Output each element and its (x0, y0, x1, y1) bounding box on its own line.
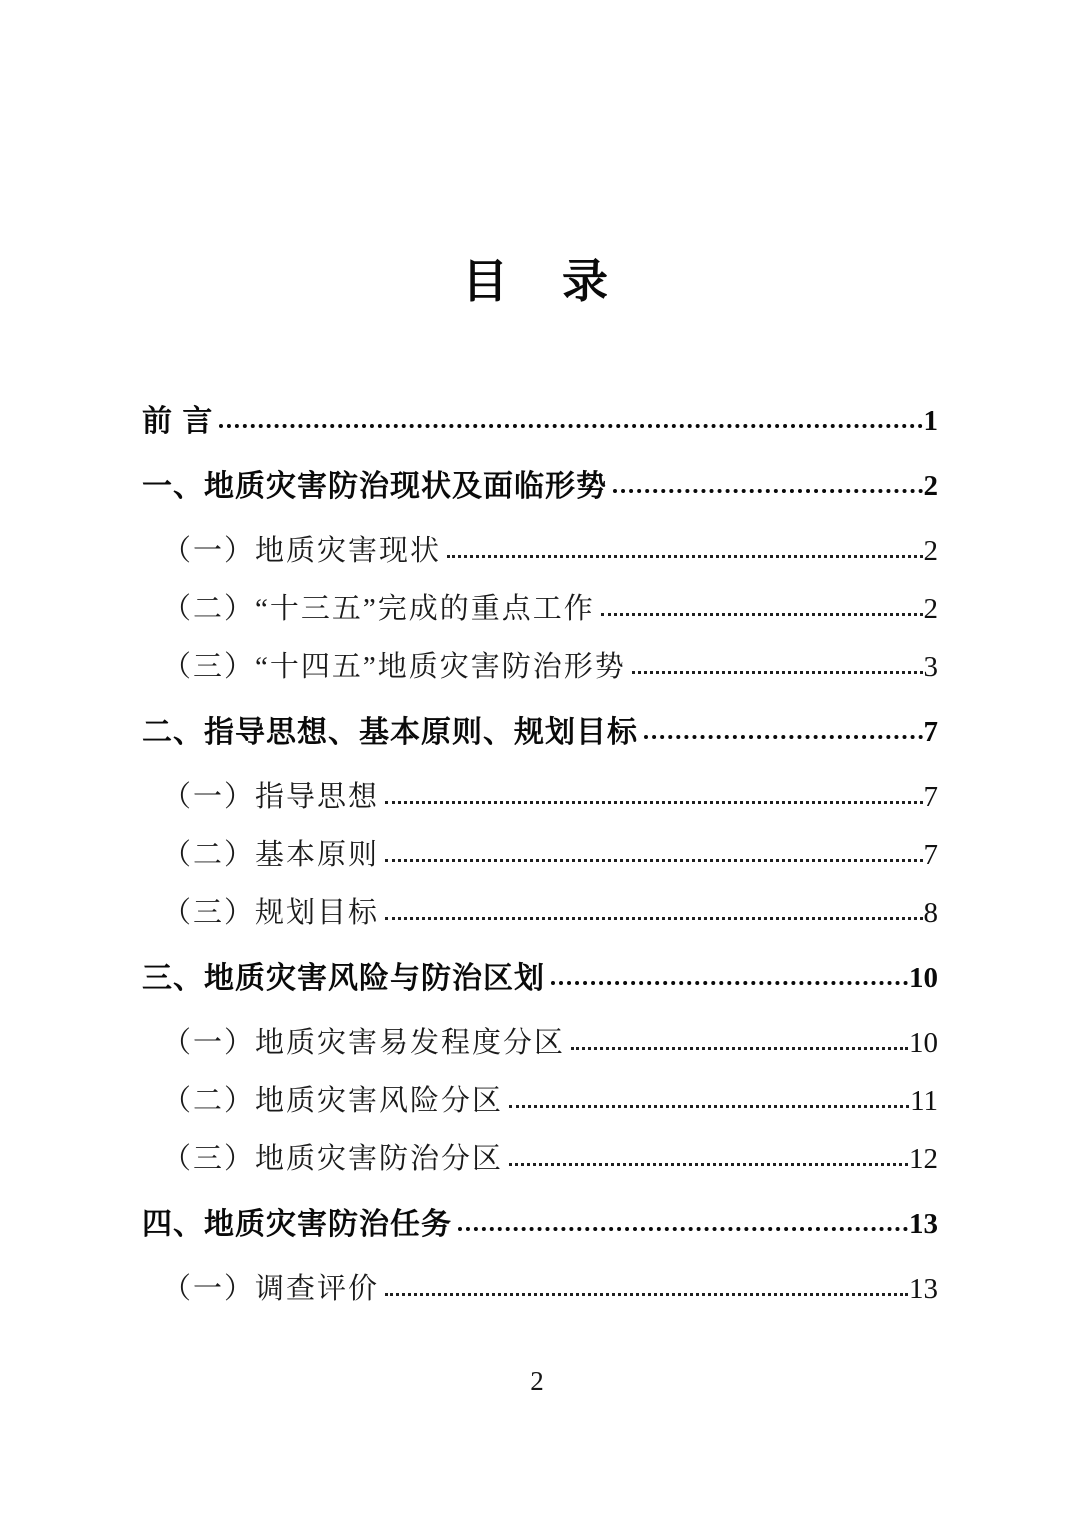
toc-entry (142, 1127, 938, 1185)
dot-leader (385, 801, 922, 804)
toc-entry-page-number: 7 (923, 780, 938, 813)
toc-entry-page-number: 1 (923, 404, 938, 437)
toc-entry-page-number: 7 (923, 838, 938, 871)
toc-entry-label: （三）规划目标 (162, 896, 380, 929)
dot-leader (385, 917, 922, 920)
dot-leader (613, 489, 923, 493)
toc-entry-page-number: 7 (923, 715, 938, 748)
toc-entry-page-number: 2 (923, 534, 938, 567)
page-title: 目 录 (462, 256, 612, 307)
toc-entry (142, 700, 938, 758)
dot-leader (385, 859, 922, 862)
toc-entry (142, 1257, 938, 1315)
toc-entry (142, 389, 938, 447)
toc-entry (142, 823, 938, 881)
dot-leader (601, 613, 923, 616)
dot-leader (632, 671, 923, 674)
toc-entry-label: （三）地质灾害防治分区 (162, 1142, 504, 1175)
toc-entry (142, 635, 938, 693)
toc-entry-page-number: 2 (923, 592, 938, 625)
dot-leader (458, 1227, 908, 1231)
toc-entry-label: （一）指导思想 (162, 780, 380, 813)
toc-entry-label: 前 言 (142, 405, 214, 438)
toc-entry-label: （三）“十四五”地质灾害防治形势 (162, 650, 626, 683)
toc-entry (142, 454, 938, 512)
dot-leader (219, 424, 922, 428)
toc-entry-label: （一）地质灾害现状 (162, 534, 442, 567)
toc-entry (142, 1192, 938, 1250)
toc-entry-label: （二）“十三五”完成的重点工作 (162, 592, 595, 625)
toc-entry-page-number: 2 (923, 469, 938, 502)
toc-entry-label: 二、指导思想、基本原则、规划目标 (142, 716, 638, 749)
dot-leader (447, 555, 922, 558)
toc-entry-page-number: 13 (909, 1207, 938, 1240)
toc-entry (142, 577, 938, 635)
toc-entry-label: （一）调查评价 (162, 1272, 380, 1305)
toc-entry-page-number: 11 (910, 1084, 938, 1117)
toc-entry (142, 519, 938, 577)
toc-entry (142, 946, 938, 1004)
toc-entry-page-number: 10 (909, 961, 938, 994)
toc-entry-label: 三、地质灾害风险与防治区划 (142, 962, 545, 995)
dot-leader (385, 1293, 908, 1296)
dot-leader (509, 1163, 908, 1166)
toc-entry-label: 一、地质灾害防治现状及面临形势 (142, 470, 607, 503)
toc-entry-page-number: 12 (909, 1142, 938, 1175)
page-number: 2 (530, 1366, 544, 1396)
dot-leader (571, 1047, 908, 1050)
toc-entry-label: 四、地质灾害防治任务 (142, 1208, 452, 1241)
toc-entry (142, 765, 938, 823)
toc-entry-page-number: 13 (909, 1272, 938, 1305)
toc-entry-label: （二）基本原则 (162, 838, 380, 871)
dot-leader (509, 1105, 909, 1108)
toc-entry-page-number: 3 (923, 650, 938, 683)
toc-entry-page-number: 10 (909, 1026, 938, 1059)
toc-entry-page-number: 8 (923, 896, 938, 929)
table-of-contents (142, 389, 938, 1315)
toc-entry (142, 1011, 938, 1069)
toc-entry-label: （一）地质灾害易发程度分区 (162, 1026, 566, 1059)
toc-entry-label: （二）地质灾害风险分区 (162, 1084, 504, 1117)
toc-entry (142, 1069, 938, 1127)
dot-leader (551, 981, 908, 985)
dot-leader (644, 735, 923, 739)
toc-entry (142, 881, 938, 939)
